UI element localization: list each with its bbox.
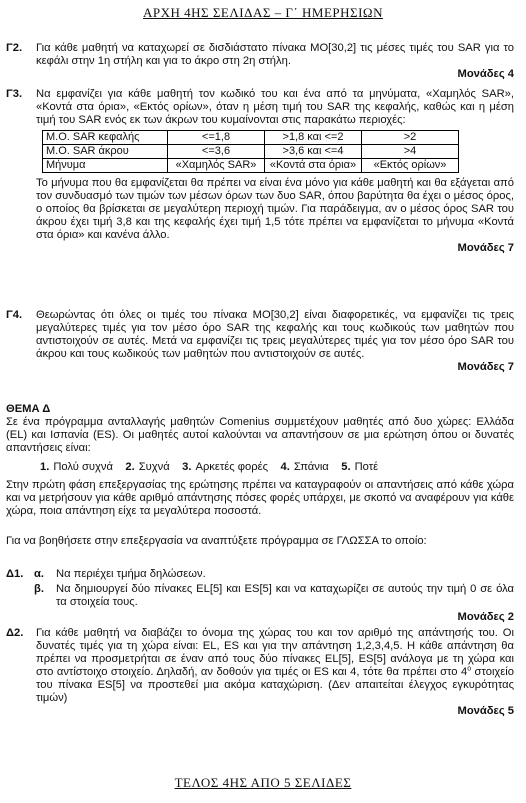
question-d1-marks (36, 611, 514, 624)
sub-label: α. (34, 568, 44, 580)
sub-question-b (34, 583, 514, 609)
question-g2 (6, 42, 514, 81)
table-cell: >4 (362, 145, 459, 159)
question-text-continued: Το μήνυμα που θα εμφανίζεται θα πρέπει να είναι ένα μόνο για κάθε μαθητή και θα εξάγεται από τον συνδυασμό των τιμών των μέσων όρων των δυο SAR, όπου βαρύτητα θα έχει ο μέσος όρος, ο οποίος θα βρίσκεται σε μεγαλύτερη περιοχή τιμών. Για παράδειγμα, αν ο μέσος όρος SAR του άκρου έχει τιμή 3,8 και της κεφαλής έχει τιμή 1,5 τότε πρέπει να εμφανίζεται το μήνυμα «Κοντά στα όρια» και κανένα άλλο. (36, 177, 514, 241)
table-row (43, 145, 459, 159)
answer-option: 2. Συχνά (125, 461, 170, 473)
answer-option: 5. Ποτέ (341, 461, 379, 473)
superscript: ο (467, 665, 472, 673)
marks: Μονάδες 4 (457, 68, 514, 80)
question-text: Θεωρώντας ότι όλες οι τιμές του πίνακα ΜΟ[30,2] είναι διαφορετικές, να εμφανίζει τις τρεις μεγαλύτερες τιμές για τον μέσο όρο SAR της κεφαλής και τους κωδικούς των μαθητών που αντιστοιχούν σε αυτές. Μετά να εμφανίζει τις τρεις μεγαλύτερες τιμές για τον μέσο όρο SAR του άκρου και τους κωδικούς των μαθητών που αντιστοιχούν σε αυτές. (36, 309, 514, 360)
table-cell: Μ.Ο. SAR κεφαλής (43, 131, 168, 145)
table-cell: «Χαμηλός SAR» (168, 159, 265, 173)
answer-option: 3. Αρκετές φορές (182, 461, 269, 473)
section-paragraph: Στην πρώτη φάση επεξεργασίας της ερώτησης πρέπει να καταγραφούν οι απαντήσεις από κάθε χώρα και να μετρήσουν για κάθε αριθμό απάντησης πόσες φορές υπάρχει, με σκοπό να αναφέρουν για κάθε χώρα, ποια απάντηση είχε τα μεγαλύτερα ποσοστά. (6, 479, 514, 517)
table-cell: >2 (362, 131, 459, 145)
table-row (43, 131, 459, 145)
table-cell: «Εκτός ορίων» (362, 159, 459, 173)
sar-table (42, 130, 459, 173)
question-text: Για κάθε μαθητή να καταχωρεί σε δισδιάστατο πίνακα ΜΟ[30,2] τις μέσες τιμές του SAR για το κεφάλι στην 1η στήλη και για το άκρο στη 2η στήλη. (36, 42, 514, 67)
marks: Μονάδες 7 (457, 361, 514, 373)
table-cell: «Κοντά στα όρια» (265, 159, 362, 173)
table-cell: Μήνυμα (43, 159, 168, 173)
table-cell: Μ.Ο. SAR άκρου (43, 145, 168, 159)
sub-label: β. (34, 583, 44, 595)
sub-text: Να περιέχει τμήμα δηλώσεων. (56, 568, 206, 580)
question-g4 (6, 309, 514, 374)
marks: Μονάδες 2 (457, 611, 514, 623)
table-row (43, 159, 459, 173)
table-cell: >3,6 και <=4 (265, 145, 362, 159)
question-label: Γ2. (6, 42, 23, 54)
question-label: Δ2. (6, 627, 24, 639)
question-label: Γ3. (6, 88, 23, 100)
table-cell: >1,8 και <=2 (265, 131, 362, 145)
question-text: Να εμφανίζει για κάθε μαθητή τον κωδικό του και ένα από τα μηνύματα, «Χαμηλός SAR», «Κοντά στα όρια», «Εκτός ορίων», όταν η μέση τιμή του SAR της κεφαλής, καθώς και η μέση τιμή του SAR ενός εκ των άκρων του κυμαίνονται στις παρακάτω περιοχές: (36, 88, 514, 126)
question-label: Γ4. (6, 309, 23, 321)
sub-text: Να δημιουργεί δύο πίνακες EL[5] και ES[5] και να καταχωρίζει σε αυτούς την τιμή 0 σε όλα τα στοιχεία τους. (56, 583, 514, 608)
table-cell: <=1,8 (168, 131, 265, 145)
page-header: ΑΡΧΗ 4ΗΣ ΣΕΛΙΔΑΣ – Γ΄ ΗΜΕΡΗΣΙΩΝ (143, 5, 383, 20)
marks: Μονάδες 5 (457, 705, 514, 717)
section-paragraph: Για να βοηθήσετε στην επεξεργασία να αναπτύξετε πρόγραμμα σε ΓΛΩΣΣΑ το οποίο: (6, 535, 427, 547)
answer-option: 4. Σπάνια (280, 461, 329, 473)
table-cell: <=3,6 (168, 145, 265, 159)
question-text: Για κάθε μαθητή να διαβάζει το όνομα της χώρας του και τον αριθμό της απάντησής του. Οι δυνατές τιμές για τη χώρα είναι: EL, ES και για την απάντηση 1,2,3,4,5. Η κάθε απάντηση θα πρέπει να προσμετρήται σε έναν από τους δύο πίνακες EL[5], ES[5] ανάλογα με τη χώρα και στο αντίστοιχο στοιχείο. Δηλαδή, αν δοθούν για τιμές οι ES και 4, τότε θα πρέπει στο $4^o$ στοιχείο του πίνακα ES[5] να προστεθεί μια ακόμα καταχώριση. (Δεν απαιτείται έλεγχος εγκυρότητας τιμών) (36, 627, 514, 704)
section-title: ΘΕΜΑ Δ (6, 403, 51, 415)
question-d2 (6, 627, 514, 718)
answer-option: 1. Πολύ συχνά (40, 461, 113, 473)
sub-question-a (34, 568, 514, 581)
question-g3 (6, 88, 514, 255)
question-label: Δ1. (6, 568, 24, 580)
answer-options (40, 461, 378, 474)
section-intro: Σε ένα πρόγραμμα ανταλλαγής μαθητών Comenius συμμετέχουν μαθητές από δυο χώρες: Ελλάδα (EL) και Ισπανία (ES). Οι μαθητές αυτοί καλούνται να απαντήσουν σε μια ερώτηση όπου οι δυνατές απαντήσεις είναι: (6, 416, 514, 454)
marks: Μονάδες 7 (457, 242, 514, 254)
page-footer: ΤΕΛΟΣ 4ΗΣ ΑΠΟ 5 ΣΕΛΙΔΕΣ (174, 775, 352, 790)
